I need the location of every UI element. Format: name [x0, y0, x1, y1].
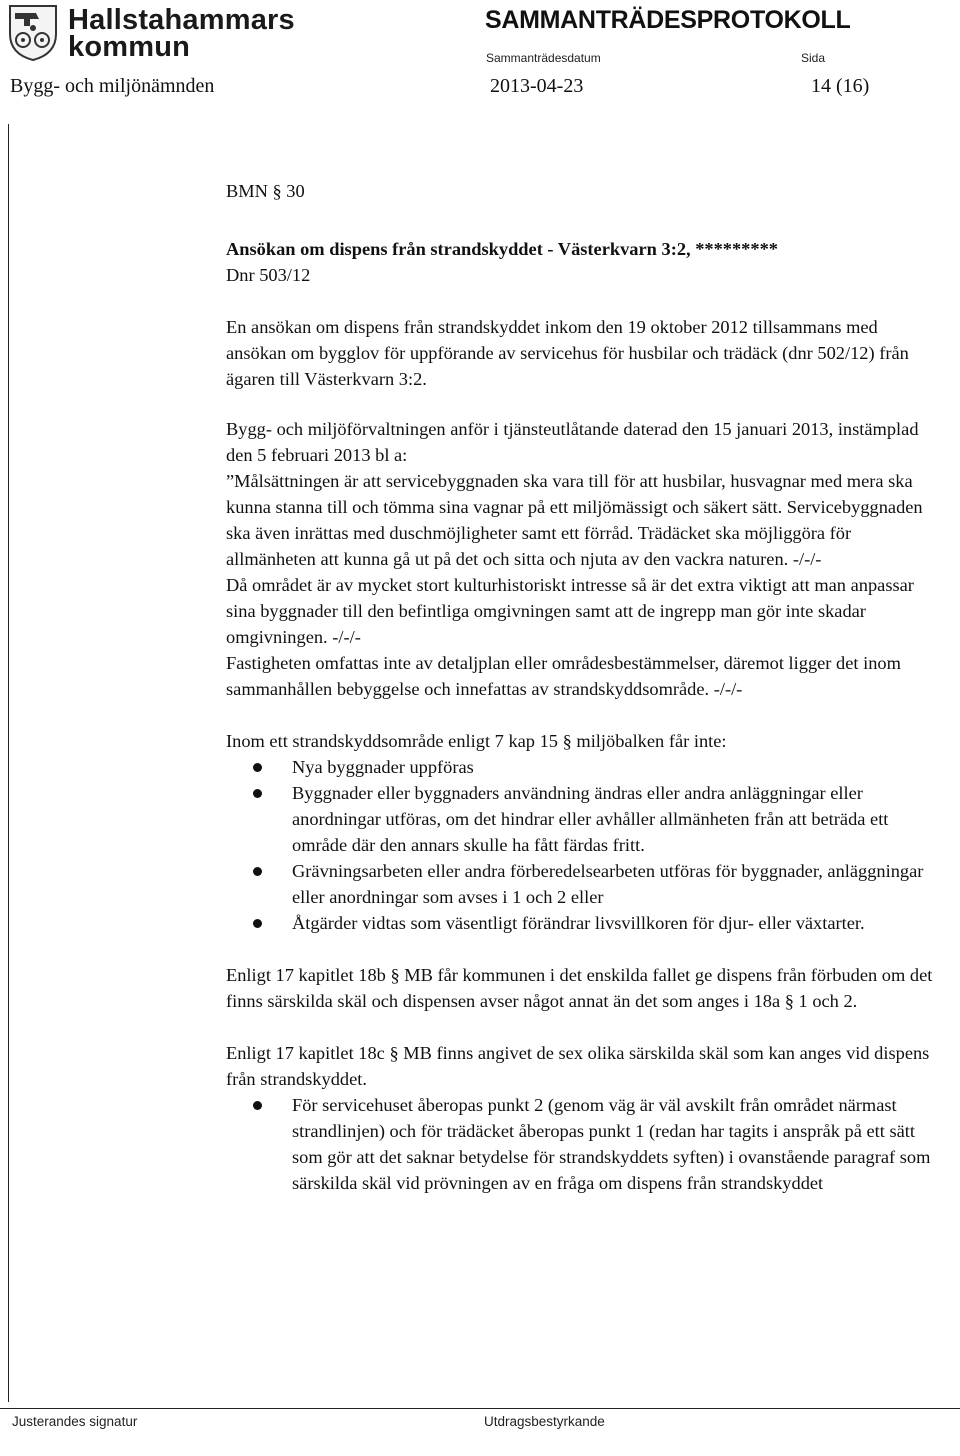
excerpt-label: Utdragsbestyrkande	[484, 1414, 605, 1429]
signature-label: Justerandes signatur	[12, 1414, 138, 1429]
quote-paragraph-2: Då området är av mycket stort kulturhistoriskt intresse så är det extra viktigt att man anpassar sina byggnader till den befintliga omgivningen samt att de ingrepp man gör inte skadar omgivningen. -/-/-	[226, 575, 914, 647]
coat-of-arms-icon	[8, 4, 58, 62]
paragraph-18c: Enligt 17 kapitlet 18c § MB finns angivet de sex olika särskilda skäl som kan anges vid dispens från strandskyddet.	[226, 1043, 930, 1089]
list-item-text: För servicehuset åberopas punkt 2 (genom väg är väl avskilt från området närmast strandlinjen) och för trädäcket åberopas punkt 1 (redan har tagits i anspråk på ett sätt som gör att det saknar betydelse för strandskyddets syften) i ovanstående paragraf som särskilda skäl vid prövningen av en fråga om dispens från strandskyddet	[292, 1095, 931, 1193]
statement-paragraph: Bygg- och miljöförvaltningen anför i tjänsteutlåtande daterad den 15 januari 2013, instämplad den 5 februari 2013 bl a:	[226, 419, 919, 465]
prohibited-list	[226, 754, 942, 936]
list-item-text: Grävningsarbeten eller andra förberedelsearbeten utföras för byggnader, anläggningar eller anordningar som avses i 1 och 2 eller	[292, 861, 924, 907]
list-item	[226, 754, 942, 780]
list-item	[226, 910, 942, 936]
bullet-icon	[253, 763, 262, 772]
meeting-date: 2013-04-23	[490, 75, 584, 97]
diary-number: Dnr 503/12	[226, 265, 311, 285]
protocol-body	[226, 178, 942, 1196]
case-number: BMN § 30	[226, 181, 305, 201]
page-label: Sida	[801, 51, 826, 65]
intro-paragraph: En ansökan om dispens från strandskyddet inkom den 19 oktober 2012 tillsammans med ansökan om bygglov för uppförande av servicehus för husbilar och trädäck (dnr 502/12) från ägaren till Västerkvarn 3:2.	[226, 317, 909, 389]
list-item	[226, 858, 942, 910]
footer-rule	[0, 1408, 960, 1409]
organization-name-line-1: Hallstahammars	[68, 4, 295, 36]
reasons-list	[226, 1092, 942, 1196]
bullet-icon	[253, 919, 262, 928]
document-title: SAMMANTRÄDESPROTOKOLL	[485, 6, 851, 34]
list-item-text: Nya byggnader uppföras	[292, 757, 474, 777]
organization-name-line-2: kommun	[68, 31, 191, 63]
bullet-icon	[253, 789, 262, 798]
list-item-text: Åtgärder vidtas som väsentligt förändrar livsvillkoren för djur- eller växtarter.	[292, 913, 865, 933]
bullet-icon	[253, 1101, 262, 1110]
list-item	[226, 1092, 942, 1196]
quote-paragraph-3: Fastigheten omfattas inte av detaljplan eller områdesbestämmelser, däremot ligger det inom sammanhållen bebyggelse och innefattas av strandskyddsområde. -/-/-	[226, 653, 901, 699]
bullet-icon	[253, 867, 262, 876]
case-title: Ansökan om dispens från strandskyddet - Västerkvarn 3:2, *********	[226, 239, 778, 259]
meeting-date-label: Sammanträdesdatum	[486, 51, 601, 65]
margin-rule	[8, 124, 9, 1402]
prohibited-intro: Inom ett strandskyddsområde enligt 7 kap 15 § miljöbalken får inte:	[226, 731, 727, 751]
paragraph-18b: Enligt 17 kapitlet 18b § MB får kommunen i det enskilda fallet ge dispens från förbuden om det finns särskilda skäl och dispensen avser något annat än det som anges i 18a § 1 och 2.	[226, 965, 933, 1011]
quote-paragraph-1: ”Målsättningen är att servicebyggnaden ska vara till för att husbilar, husvagnar med mera ska kunna stanna till och tömma sina vagnar på ett miljömässigt och säkert sätt. Servicebyggnaden ska även inrättas med duschmöjligheter samt ett förråd. Trädäcket ska möjliggöra för allmänheten att kunna gå ut på det och sitta och njuta av den vackra naturen. -/-/-	[226, 471, 923, 569]
list-item	[226, 780, 942, 858]
page-number: 14 (16)	[811, 75, 870, 97]
committee-name: Bygg- och miljönämnden	[10, 75, 215, 97]
list-item-text: Byggnader eller byggnaders användning ändras eller andra anläggningar eller anordningar utföras, om det hindrar eller avhåller allmänheten från att beträda ett område där den annars skulle ha fått färdas fritt.	[292, 783, 889, 855]
